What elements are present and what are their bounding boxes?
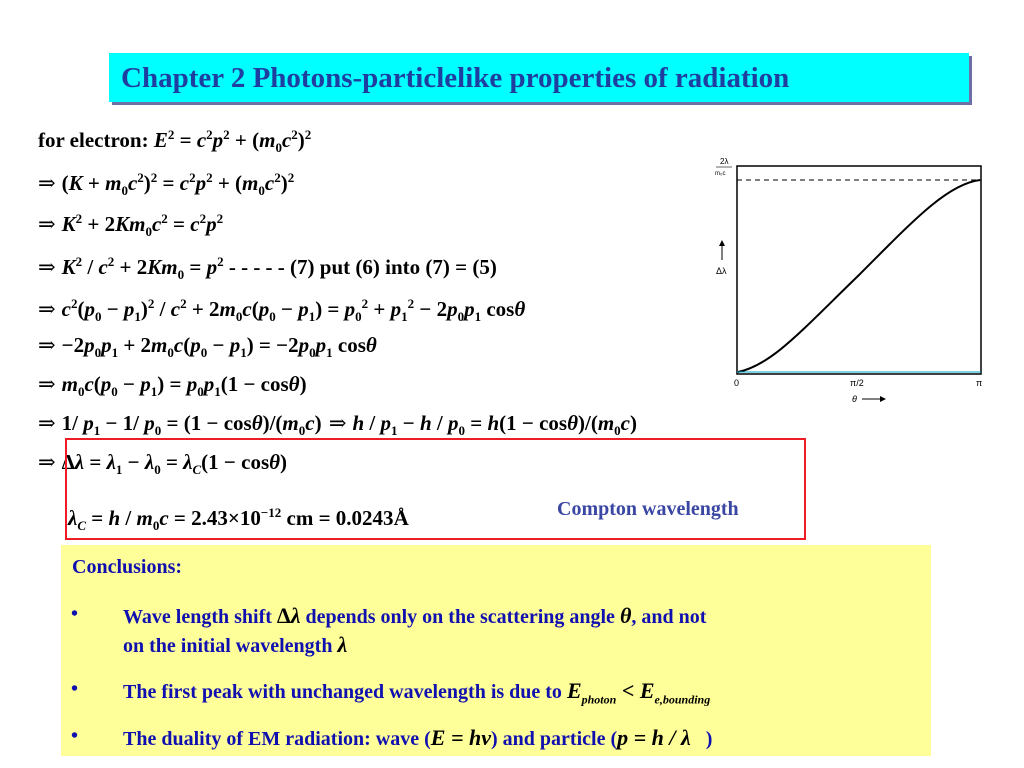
compton-value: 2.43×10	[191, 506, 261, 530]
bullet-1-line-2-text: on the initial wavelength	[123, 635, 333, 657]
equation-1: for electron: $E^2 = c^2p^2 + (m_0c^2)^2$	[38, 127, 312, 156]
equation-6: ⇒ $-2p_0p_1 + 2m_0c(p_0 - p_1) = -2p_0p_1$ cosθ	[38, 333, 377, 361]
bullet-1-line-1: Wave length shift Δλ depends only on the scattering angle θ, and not	[123, 603, 707, 628]
bullet-3-part-1: The duality of EM radiation: wave (	[123, 728, 431, 750]
graph-x-tick-0: 0	[734, 378, 740, 388]
equation-4-note: put (6) into (7) = (5)	[319, 255, 497, 279]
bullet-3-line: The duality of EM radiation: wave (E = hν) and particle (p = h / λ )	[123, 725, 713, 750]
bullet-2-marker: •	[71, 678, 79, 700]
graph-frame	[737, 166, 981, 374]
bullet-1-line-2: on the initial wavelength λ	[123, 632, 348, 657]
equation-3: ⇒ $K^2 + 2Km_0c^2 = c^2p^2$	[38, 211, 224, 240]
compton-equation: $\lambda_C = h / m_0c = 2.43\times 10^{-12}$ cm = 0.0243Å	[68, 505, 409, 534]
graph-x-tick-1: π/2	[850, 378, 864, 388]
compton-shift-graph	[712, 150, 1012, 420]
conclusions-panel	[61, 545, 931, 756]
bullet-1-marker: •	[71, 603, 79, 625]
equation-2: ⇒ $(K + m_0c^2)^2 = c^2p^2 + (m_0c^2)^2$	[38, 170, 295, 199]
angstrom-symbol: Å	[393, 506, 409, 530]
graph-y-axis-label: Δλ	[716, 266, 727, 276]
graph-y-top-label: 2λ	[720, 157, 729, 166]
bullet-1-part-2: depends only on the scattering angle	[305, 606, 615, 628]
compton-wavelength-label: Compton wavelength	[557, 498, 739, 520]
bullet-2-line: The first peak with unchanged wavelength is due to $E_{photon} < E_{e,bounding}$	[123, 678, 711, 707]
compton-unit: cm = 0.0243	[286, 506, 394, 530]
graph-x-axis-label: θ	[852, 394, 857, 404]
equation-5: ⇒ $c^2(p_0 - p_1)^2 / c^2 + 2m_0c(p_0 - p_1) = p_0^2 + p_1^2 - 2p_0p_1$ cosθ	[38, 296, 526, 325]
bullet-3-part-2: ) and particle (	[491, 728, 618, 750]
equation-9: ⇒ $\Delta\lambda = \lambda_1 - \lambda_0 = \lambda_C(1 - \cos\theta)$	[38, 450, 288, 478]
bullet-1-part-1: Wave length shift	[123, 606, 272, 628]
bullet-2-part-1: The first peak with unchanged wavelength is due to	[123, 681, 562, 703]
title-banner	[109, 53, 969, 102]
conclusions-heading: Conclusions:	[72, 556, 183, 578]
slide-title: Chapter 2 Photons-particlelike properties of radiation	[121, 62, 790, 94]
graph-curve	[738, 180, 980, 372]
bullet-3-part-3: )	[705, 728, 713, 750]
equation-1-prefix: for electron:	[38, 128, 149, 152]
bullet-3-marker: •	[71, 725, 79, 747]
compton-exponent: −12	[260, 505, 282, 520]
bullet-1-part-3: , and not	[631, 606, 707, 628]
equation-8: ⇒ 1/ $p_1 - 1/$ $p_0 = (1 - \cos\theta)/(m_0c)$ ⇒ $h / p_1 - h / p_0 = h(1 - \cos\theta)/(m_0c)$	[38, 411, 637, 439]
graph-x-tick-2: π	[976, 378, 983, 388]
equation-7: ⇒ $m_0c(p_0 - p_1) = p_0p_1(1 - \cos\theta)$	[38, 372, 307, 400]
graph-y-top-den: m₀c	[715, 171, 726, 177]
equation-4: ⇒ $K^2 / c^2 + 2Km_0 = p^2$ - - - - - (7) put (6) into (7) = (5)	[38, 254, 497, 283]
